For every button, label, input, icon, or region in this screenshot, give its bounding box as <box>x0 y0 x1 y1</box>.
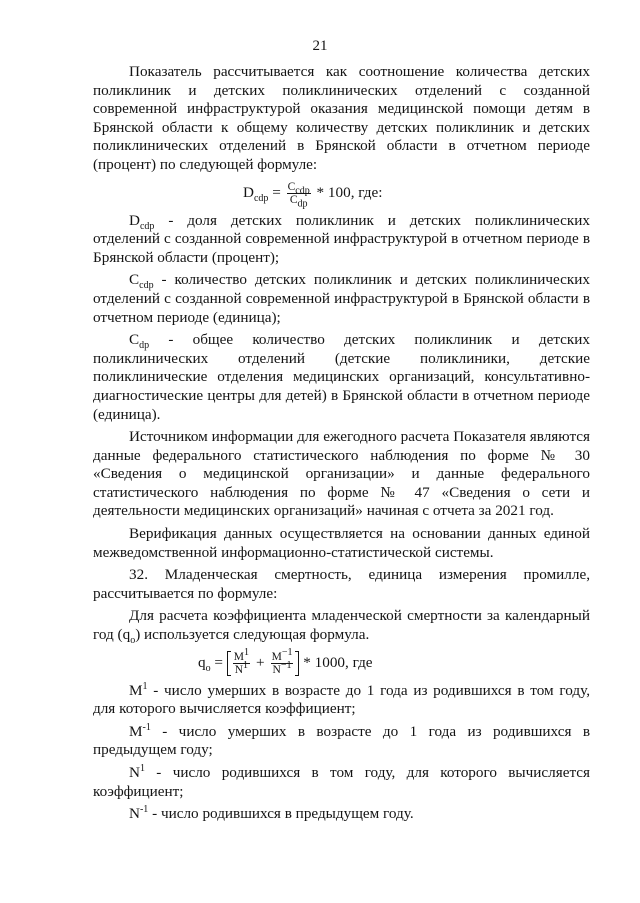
paragraph-indicator-description: Показатель рассчитывается как соотношение количества детских поликлиник и детских поликлинических отделений с созданной современной инфраструктурой оказания медицинской помощи детям в Брянской области к общему количеству детских поликлиник и детских поликлинических отделений в Брянской области в отчетном периоде (процент) по следующей формуле: <box>93 63 590 173</box>
definition-n-1: $N^{-1}$ - число родившихся в предыдущем году. <box>129 804 414 823</box>
definition-cdp: $C_{dp}$ - общее количество детских поликлиник и детских поликлинических отделений (детские поликлиники, детские поликлинические отделения медицинских организаций, консультативно-диагностические центры для детей) в Брянской области в отчетном периоде (единица). <box>93 331 590 423</box>
definition-dcdp: $D_{cdp}$ - доля детских поликлиник и детских поликлинических отделений с созданной современной инфраструктурой в отчетном периоде в Брянской области (процент); <box>93 211 590 266</box>
formula-eq: = <box>210 653 227 671</box>
definition-m-1: $M^{-1}$ - число умерших в возрасте до 1 года из родившихся в предыдущем году; <box>93 721 590 759</box>
definition-ccdp: $C_{cdp}$ - количество детских поликлиник и детских поликлинических отделений с созданной современной инфраструктурой в Брянской области в отчетном периоде (единица); <box>93 271 590 326</box>
formula-rest: * 100, где: <box>312 183 383 201</box>
paragraph-coefficient-intro: Для расчета коэффициента младенческой смертности за календарный год $(q_o)$ используется следующая формула. <box>93 607 590 647</box>
page-number: 21 <box>312 38 328 54</box>
formula-lhs-sub: cdp <box>253 192 269 204</box>
fraction-numerator: $C_{cdp}$ <box>287 180 310 196</box>
formula-eq: = <box>268 183 285 201</box>
formula-lhs: D <box>243 183 254 201</box>
formula-lhs-sub: o <box>205 662 211 674</box>
formula-rest: * 1000, где <box>299 653 373 671</box>
definition-m1: $M^1$ - число умерших в возрасте до 1 года из родившихся в том году, для которого вычисляется коэффициент; <box>93 680 590 718</box>
formula-plus: + <box>256 653 265 671</box>
paragraph-verification: Верификация данных осуществляется на основании данных единой межведомственной информационно-статистической системы. <box>93 525 590 561</box>
formula-lhs: q <box>198 653 206 671</box>
paragraph-infant-mortality: 32. Младенческая смертность, единица измерения промилле, рассчитывается по формуле: <box>93 566 590 602</box>
formula-qo <box>93 646 590 676</box>
fraction-m-1-n-1: $\frac{M^{-1}}{N^{-1}}$ <box>271 646 293 676</box>
formula-fraction <box>287 180 311 209</box>
paragraph-info-source: Источником информации для ежегодного расчета Показателя являются данные федерального статистического наблюдения по форме № 30 «Сведения о медицинской организации» и данные федерального статистического наблюдения по форме № 47 «Сведения о сети и деятельности медицинских организаций» начиная с отчета за 2021 год. <box>93 428 590 520</box>
document-body <box>93 63 590 828</box>
definition-n1: $N^1$ - число родившихся в том году, для которого вычисляется коэффициент; <box>93 762 590 800</box>
formula-dcdp <box>93 180 590 209</box>
fraction-denominator: $C_{dp}$ <box>289 193 308 209</box>
fraction-m1-n1: $\frac{M^1}{N^1}$ <box>233 646 249 676</box>
formula-bracket <box>227 646 300 676</box>
